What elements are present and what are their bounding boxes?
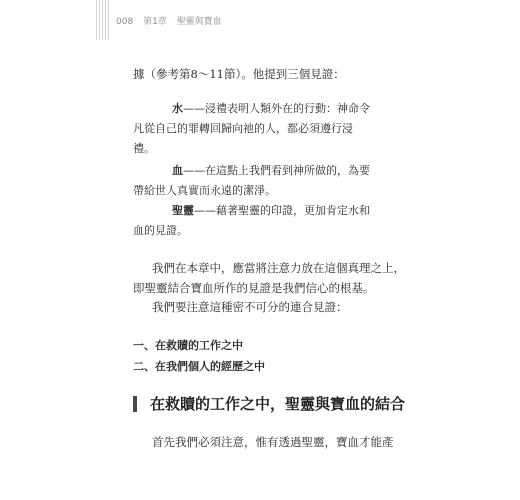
list-item-1: 一、在救贖的工作之中	[133, 339, 243, 352]
paragraph-2-line-1: 我們在本章中，應當將注意力放在這個真理之上，	[152, 261, 405, 275]
paragraph-2-line-3: 我們要注意這種密不可分的連合見證：	[152, 300, 348, 314]
chapter-label: 第1章	[143, 17, 167, 27]
running-header	[116, 14, 229, 27]
witness-water-line-3: 禮。	[133, 142, 155, 155]
section-heading-bar	[133, 396, 137, 412]
header-decoration	[96, 0, 110, 40]
witness-spirit-term: 聖靈	[172, 204, 194, 217]
witness-blood-text: ——在這點上我們看到神所做的，為要	[183, 164, 370, 177]
witness-spirit-line-1	[172, 203, 370, 219]
witness-blood-line-1	[172, 163, 370, 179]
witness-water-line-2: 凡從自己的罪轉回歸向祂的人，都必須遵行浸	[133, 122, 353, 135]
section-heading: 在救贖的工作之中，聖靈與寶血的結合	[150, 395, 406, 413]
witness-blood-line-2: 帶給世人真實而永遠的潔淨。	[133, 184, 276, 197]
paragraph-2-line-2: 即聖靈結合寶血所作的見證是我們信心的根基。	[133, 281, 375, 295]
list-item-2: 二、在我們個人的經歷之中	[133, 360, 265, 373]
witness-water-line-1	[172, 101, 370, 117]
chapter-title: 聖靈與寶血	[176, 17, 222, 27]
last-line: 首先我們必須注意，惟有透過聖靈，寶血才能產	[152, 435, 394, 449]
witness-spirit-text: ——藉著聖靈的印證，更加肯定水和	[194, 204, 370, 217]
witness-spirit-line-2: 血的見證。	[133, 224, 188, 237]
intro-line: 據（參考第8～11節）。他提到三個見證：	[133, 67, 345, 81]
witness-blood-term: 血	[172, 164, 183, 177]
page-number: 008	[116, 17, 134, 27]
witness-water-term: 水	[172, 102, 183, 115]
witness-water-text: ——浸禮表明人類外在的行動：神命令	[183, 102, 370, 115]
